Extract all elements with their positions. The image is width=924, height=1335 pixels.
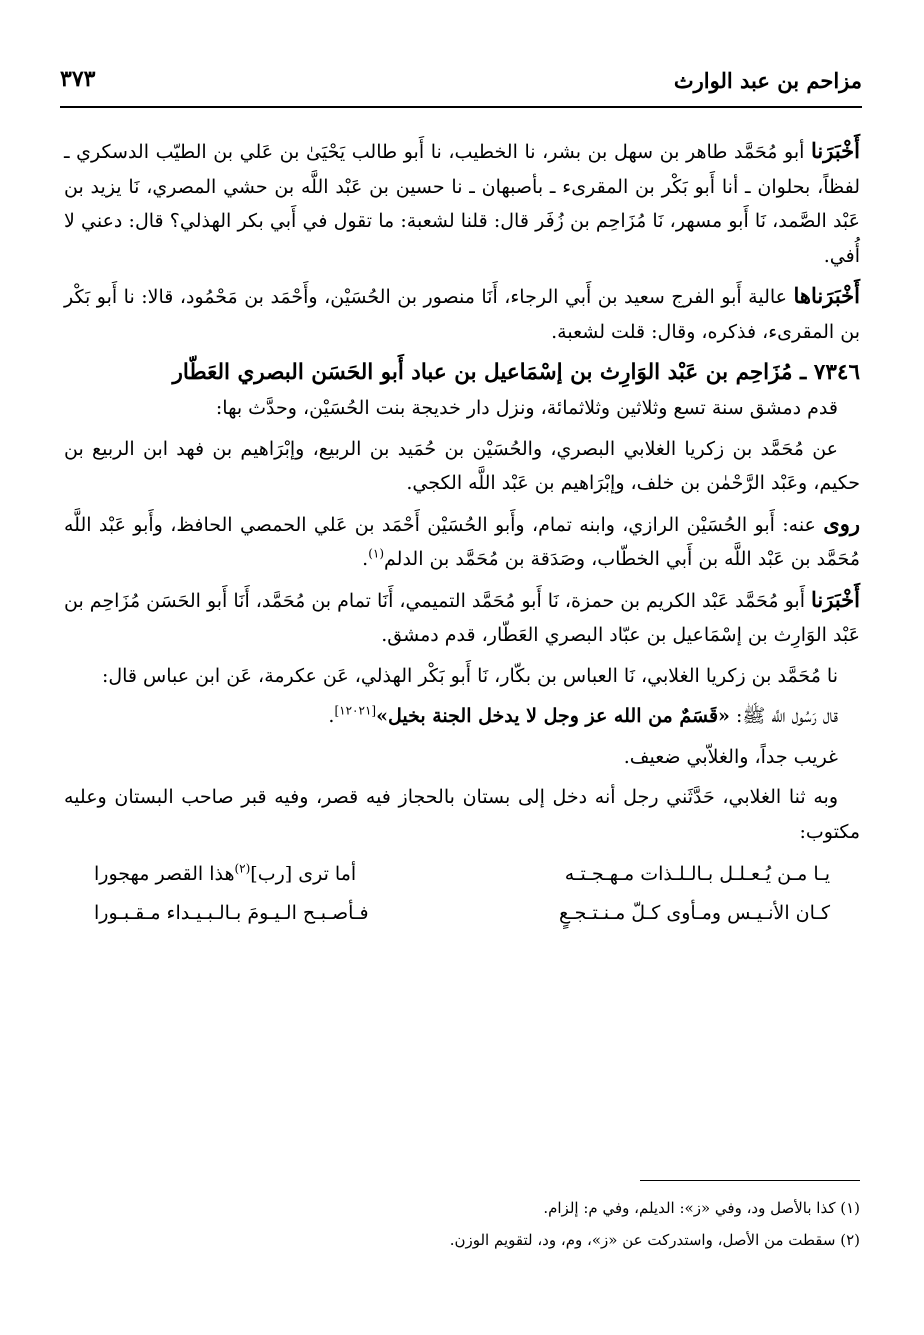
running-title: مزاحم بن عبد الوارث <box>673 68 862 93</box>
footnote: (٢) سقطت من الأصل، واستدركت عن «ز»، وم، ود، لتقويم الوزن. <box>449 1231 860 1249</box>
footnote: (١) كذا بالأصل ود، وفي «ز»: الديلم، وفي م: إلزام. <box>543 1199 860 1217</box>
poem-first-hemistich: كـان الأنـيـس ومـأوى كـلّ مـنـتـجـعٍ <box>558 902 830 924</box>
header-divider <box>60 106 862 108</box>
paragraph-akhbarana-2 <box>64 583 860 653</box>
hadith-text: «قَسَمٌ من الله عز وجل لا يدخل الجنة بخيل» <box>376 705 730 727</box>
poem-first-hemistich: يـا مـن يُـعـلـل بـالـلـذات مـهـجـتـه <box>564 863 830 885</box>
footnote-marker: (٢) <box>234 861 251 876</box>
students-paragraph <box>64 507 860 577</box>
footnote-marker: (١) <box>368 546 385 561</box>
paragraph-end: . <box>328 705 335 727</box>
poem-verse <box>94 855 830 894</box>
keyword: أَخْبَرَنا <box>811 586 860 612</box>
footnote-divider <box>640 1180 860 1181</box>
paragraph-akhbaranaha <box>64 279 860 349</box>
isnad-paragraph: نا مُحَمَّد بن زكريا الغلابي، نَا العباس بن بكّار، نَا أَبو بَكْر الهذلي، عَن عكرمة، عَن ابن عباس قال: <box>101 664 838 687</box>
hemistich-text: أما ترى [رب] <box>250 863 357 885</box>
hemistich-text: هذا القصر مهجورا <box>94 863 235 885</box>
page-number: ٣٧٣ <box>60 66 96 92</box>
story-paragraph: وبه ثنا الغلابي، حَدَّثَني رجل أنه دخل إلى بستان بالحجاز فيه قصر، وفيه قبر صاحب البستان وعليه مكتوب: <box>64 786 860 843</box>
grading-paragraph: غريب جداً، والغلاّبي ضعيف. <box>623 745 838 768</box>
keyword: أَخْبَرَناها <box>793 283 860 308</box>
poem <box>94 855 830 933</box>
paragraph-text: عنه: أَبو الحُسَيْن الرازي، وابنه تمام، وأَبو الحُسَيْن أَحْمَد بن عَلي الحمصي الحافظ، وأَبو عَبْد اللَّه مُحَمَّد بن عَبْد اللَّه بن أَبي الخطّاب، وصَدَقة بن مُحَمَّد بن الدلم <box>64 513 860 570</box>
entry-description: قدم دمشق سنة تسع وثلاثين وثلاثمائة، ونزل دار خديجة بنت الحُسَيْن، وحدَّث بها: <box>215 397 838 419</box>
main-text <box>64 134 860 933</box>
paragraph-end: . <box>362 548 369 570</box>
paragraph-akhbarana-1 <box>64 134 860 273</box>
hadith-paragraph <box>64 699 860 734</box>
hadith-prefix: قال رَسُول اللَّه ﷺ: <box>729 705 838 727</box>
keyword: أَخْبَرَنا <box>811 138 860 163</box>
paragraph-text: أَبو مُحَمَّد عَبْد الكريم بن حمزة، نَا أَبو مُحَمَّد التميمي، أَنَا تمام بن مُحَمَّد، أَنَا أَبو الحَسَن مُزَاحِم بن عَبْد الوَارِث بن إسْمَاعيل بن عبّاد البصري العَطّار، قدم دمشق. <box>64 589 860 646</box>
teachers-paragraph: عن مُحَمَّد بن زكريا الغلابي البصري، والحُسَيْن بن حُمَيد بن الربيع، وإبْرَاهيم بن فهد ابن الربيع بن حكيم، وعَبْد الرَّحْمٰن بن خلف، وإبْرَاهيم بن عَبْد اللَّه الكجي. <box>64 437 860 494</box>
poem-second-hemistich: فـأصـبـح الـيـومَ بـالـبـيـداء مـقـبـورا <box>94 902 369 924</box>
page-header <box>60 62 862 102</box>
hadith-reference: [١٢٠٢١] <box>334 703 377 718</box>
footnotes <box>64 1192 860 1256</box>
poem-second-hemistich <box>94 855 356 894</box>
entry-heading: ٧٣٤٦ ـ مُزَاحِم بن عَبْد الوَارِث بن إسْمَاعيل بن عباد أَبو الحَسَن البصري العَطّار <box>172 360 860 385</box>
paragraph-text: أبو مُحَمَّد طاهر بن سهل بن بشر، نا الخطيب، نا أَبو طالب يَحْيَىٰ بن عَلي بن الطيّب الدسكري ـ لفظاً، بحلوان ـ أنا أَبو بَكْر بن المقرىء ـ بأصبهان ـ نا حسين بن عَبْد اللَّه بن حشي المصري، نَا يزيد بن عَبْد الصَّمد، نَا أَبو مسهر، نَا مُزَاحِم بن زُفَر قال: قلنا لشعبة: ما تقول في أَبي بكر الهذلي؟ قال: دعني لا أُفي. <box>64 141 860 267</box>
keyword: روى <box>823 510 860 536</box>
paragraph-text: عالية أَبو الفرج سعيد بن أَبي الرجاء، أَنَا منصور بن الحُسَيْن، وأَحْمَد بن مَحْمُود، قالا: نا أَبو بَكْر بن المقرىء، فذكره، وقال: قلت لشعبة. <box>64 286 860 343</box>
poem-verse <box>94 894 830 933</box>
